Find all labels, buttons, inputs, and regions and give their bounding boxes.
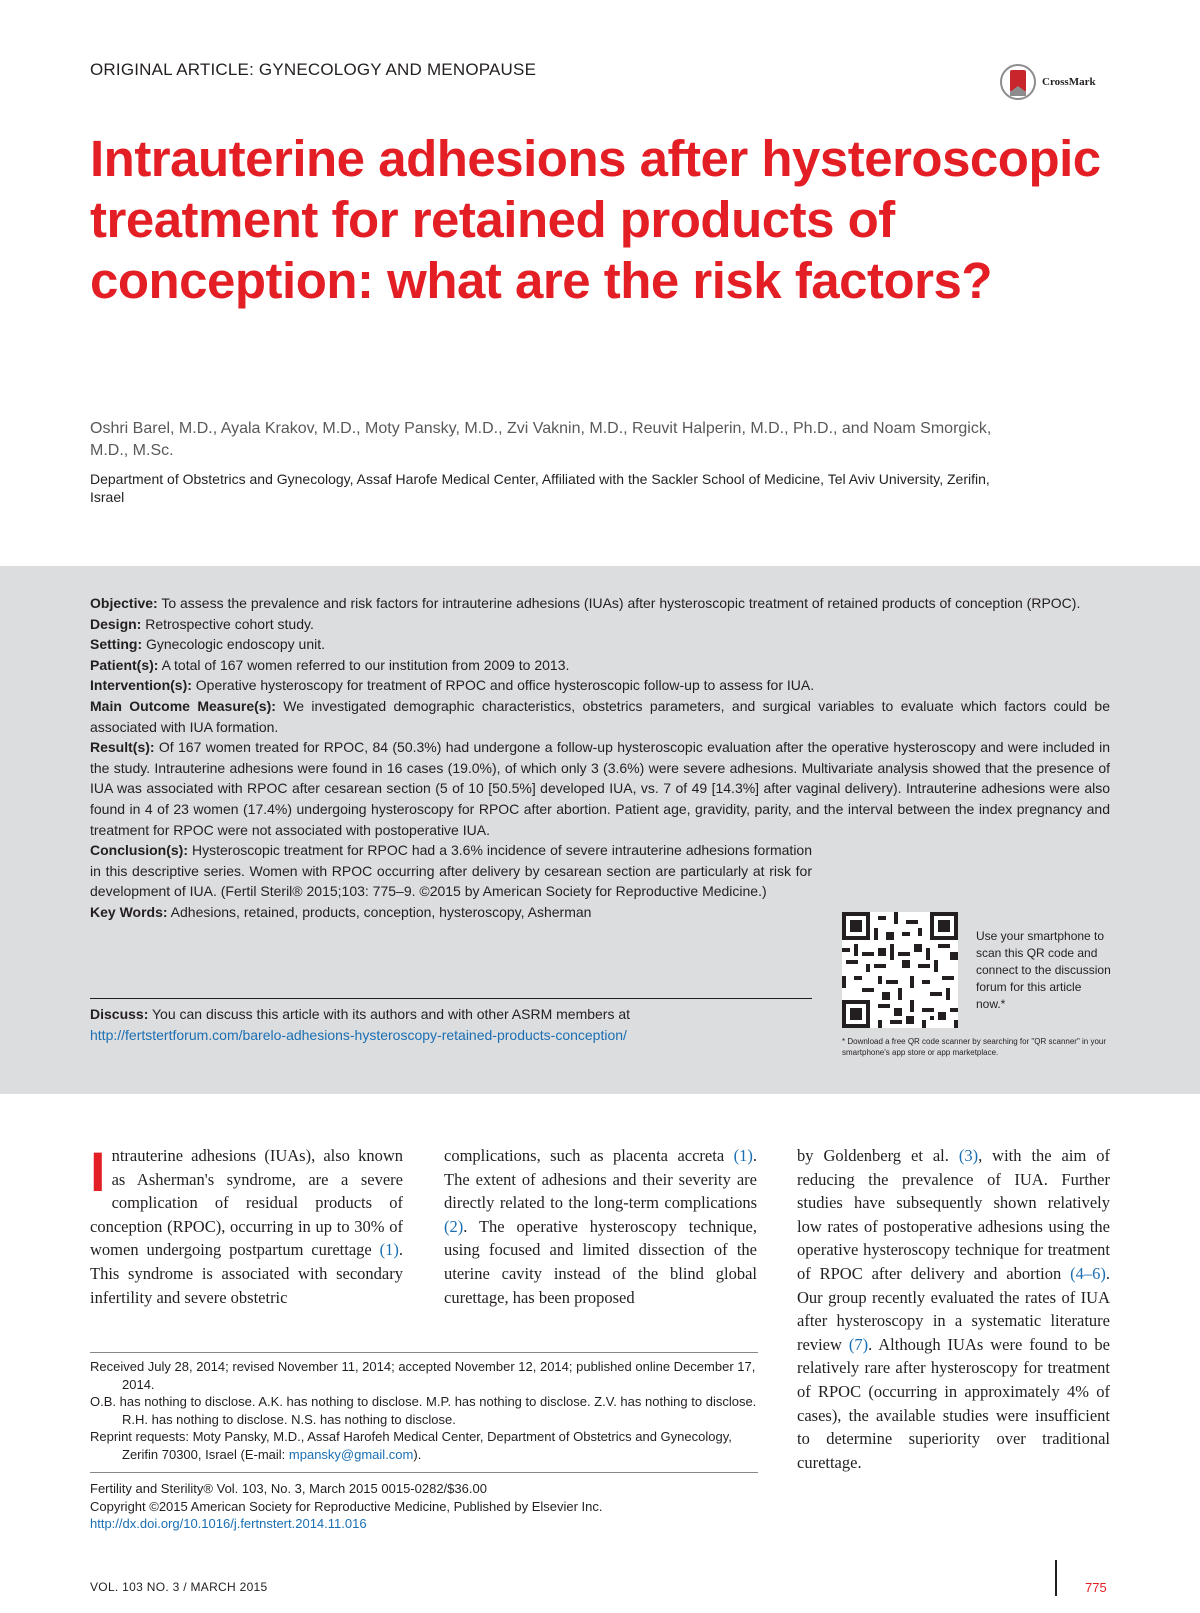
reprint-email-link[interactable]: mpansky@gmail.com (288, 1446, 414, 1462)
body-column-3 (797, 1144, 1110, 1474)
patients-text: A total of 167 women referred to our institution from 2009 to 2013. (161, 656, 570, 673)
discuss-label: Discuss: (90, 1006, 149, 1022)
design-text: Retrospective cohort study. (145, 615, 314, 632)
qr-footnote: * Download a free QR code scanner by searching for "QR scanner" in your smartphone's app store or app marketplace. (842, 1037, 1107, 1057)
results-label: Result(s): (90, 739, 155, 756)
journal-divider (90, 1472, 758, 1473)
qr-code-icon[interactable] (842, 912, 958, 1028)
col3-text-a: by Goldenberg et al. (797, 1146, 949, 1165)
author-list: Oshri Barel, M.D., Ayala Krakov, M.D., Moty Pansky, M.D., Zvi Vaknin, M.D., Reuvit Halperin, M.D., Ph.D., and Noam Smorgick, M.D., M.Sc. (90, 420, 992, 459)
results-text: Of 167 women treated for RPOC, 84 (50.3%) had undergone a follow-up hysteroscopic evaluation after the operative hysteroscopy and were included in the study. Intrauterine adhesions were found in 16 cases (19.0%), of which only 3 (3.6%) were severe adhesions. Multivariate analysis showed that the presence of IUA was associated with RPOC after cesarean section (5 of 10 [50.5%] developed IUA, vs. 7 of 49 [14.3%] after vaginal delivery). Intrauterine adhesions were also found in 4 of 23 women (17.4%) undergoing hysteroscopy for RPOC after abortion. Patient age, gravidity, parity, and the interval between the index pregnancy and treatment for RPOC were not associated with postoperative IUA. (90, 739, 1110, 838)
ref-link-1b[interactable]: (1) (733, 1146, 753, 1165)
abstract (90, 593, 1110, 923)
ref-link-4-6[interactable]: (4–6) (1070, 1263, 1106, 1283)
body-column-1 (90, 1140, 403, 1309)
doi-link[interactable]: http://dx.doi.org/10.1016/j.fertnstert.2014.11.016 (90, 1516, 367, 1531)
abstract-outcome (90, 696, 1110, 737)
ref-link-2[interactable]: (2) (444, 1216, 464, 1236)
discuss-link[interactable]: http://fertstertforum.com/barelo-adhesions-hysteroscopy-retained-products-conception/ (90, 1027, 627, 1043)
intervention-label: Intervention(s): (90, 677, 192, 694)
drop-cap: I (90, 1140, 106, 1203)
section-label: ORIGINAL ARTICLE: GYNECOLOGY AND MENOPAUSE (90, 60, 537, 79)
disclosure-statement: O.B. has nothing to disclose. A.K. has nothing to disclose. M.P. has nothing to disclose. Z.V. has nothing to disclose. R.H. has nothing to disclose. N.S. has nothing to disclose. (90, 1394, 757, 1427)
journal-info (90, 1480, 810, 1533)
abstract-design (90, 614, 1110, 635)
reprint-requests (90, 1428, 758, 1463)
qr-instructions: Use your smartphone to scan this QR code and connect to the discussion forum for this article now.* (976, 929, 1111, 1011)
crossmark-icon (1000, 62, 1036, 102)
setting-label: Setting: (90, 636, 143, 653)
article-notes (90, 1358, 758, 1463)
discuss-divider (90, 998, 812, 999)
col3-text-b: , with the aim of reducing the prevalence of IUA. Further studies have subsequently shown relatively low rates of postoperative adhesions using the operative hysteroscopy technique for treatment of RPOC after delivery and abortion (797, 1146, 1110, 1283)
col2-text-c: . The operative hysteroscopy technique, using focused and limited dissection of the uterine cavity instead of the blind global curettage, has been proposed (444, 1216, 757, 1307)
abstract-keywords (90, 902, 812, 923)
journal-citation: Fertility and Sterility® Vol. 103, No. 3, March 2015 0015-0282/$36.00 (90, 1481, 487, 1496)
ref-link-1[interactable]: (1) (379, 1240, 399, 1260)
footer-rule (1055, 1560, 1057, 1596)
col3-text-c: . Our group recently evaluated the rates of IUA after hysteroscopy in a systematic literature review (797, 1263, 1110, 1354)
setting-text: Gynecologic endoscopy unit. (146, 636, 325, 653)
conclusions-text: Hysteroscopic treatment for RPOC had a 3.6% incidence of severe intrauterine adhesions formation in this descriptive series. Women with RPOC occurring after delivery by cesarean section are particularly at risk for development of IUA. (Fertil Steril® 2015;103: 775–9. ©2015 by American Society for Reproductive Medicine.) (90, 842, 813, 900)
reprint-text: Reprint requests: Moty Pansky, M.D., Assaf Harofeh Medical Center, Department of Obstetrics and Gynecology, Zerifin 70300, Israel (E-mail: (90, 1429, 732, 1462)
objective-label: Objective: (90, 595, 158, 611)
intervention-text: Operative hysteroscopy for treatment of RPOC and office hysteroscopic follow-up to assess for IUA. (195, 677, 815, 694)
page-number: 775 (1085, 1580, 1107, 1595)
discuss-text: You can discuss this article with its authors and with other ASRM members at (152, 1006, 631, 1022)
design-label: Design: (90, 615, 142, 632)
abstract-conclusions (90, 840, 812, 902)
crossmark-label: CrossMark (1042, 76, 1096, 88)
ref-link-3[interactable]: (3) (958, 1146, 979, 1165)
abstract-results (90, 737, 1110, 840)
affiliation: Department of Obstetrics and Gynecology, Assaf Harofe Medical Center, Affiliated with the Sackler School of Medicine, Tel Aviv University, Zerifin, Israel (90, 471, 990, 505)
objective-text: To assess the prevalence and risk factors for intrauterine adhesions (IUAs) after hysteroscopic treatment of retained products of conception (RPOC). (161, 595, 1081, 611)
outcome-label: Main Outcome Measure(s): (90, 697, 276, 714)
col2-text-a: complications, such as placenta accreta (444, 1146, 725, 1165)
keywords-text: Adhesions, retained, products, conception, hysteroscopy, Asherman (170, 903, 592, 920)
received-dates: Received July 28, 2014; revised November 11, 2014; accepted November 12, 2014; published online December 17, 2014. (90, 1359, 756, 1392)
col3-text-d: . Although IUAs were found to be relatively rare after hysteroscopy for treatment of RPOC (occurring in approximately 4% of cases), the available studies were insufficient to determine superiority over traditional curettage. (797, 1334, 1111, 1472)
ref-link-7[interactable]: (7) (848, 1334, 869, 1354)
abstract-patients (90, 655, 1110, 676)
col1-text: ntrauterine adhesions (IUAs), also known as Asherman's syndrome, are a severe complication of residual products of conception (RPOC), occurring in up to 30% of women undergoing postpartum curettage (90, 1146, 403, 1260)
col2-text-b: . The extent of adhesions and their severity are directly related to the long-term complications (444, 1146, 758, 1213)
notes-divider (90, 1352, 758, 1353)
abstract-intervention (90, 675, 1110, 696)
copyright-line: Copyright ©2015 American Society for Reproductive Medicine, Published by Elsevier Inc. (90, 1498, 603, 1514)
abstract-objective (90, 593, 1110, 614)
crossmark-badge[interactable] (1000, 60, 1120, 104)
footer-volume: VOL. 103 NO. 3 / MARCH 2015 (90, 1580, 268, 1594)
conclusions-label: Conclusion(s): (90, 842, 188, 859)
patients-label: Patient(s): (90, 656, 159, 673)
article-title: Intrauterine adhesions after hysteroscopic treatment for retained products of conception: what are the risk factors? (90, 130, 1101, 309)
outcome-text: We investigated demographic characteristics, obstetrics parameters, and surgical variables to evaluate which factors could be associated with IUA formation. (90, 697, 1111, 735)
body-column-2 (444, 1144, 757, 1309)
reprint-end: ). (413, 1446, 422, 1462)
abstract-setting (90, 634, 1110, 655)
keywords-label: Key Words: (90, 903, 168, 920)
discuss-section (90, 1004, 812, 1046)
col1-tail: . This syndrome is associated with secondary infertility and severe obstetric (90, 1240, 403, 1307)
